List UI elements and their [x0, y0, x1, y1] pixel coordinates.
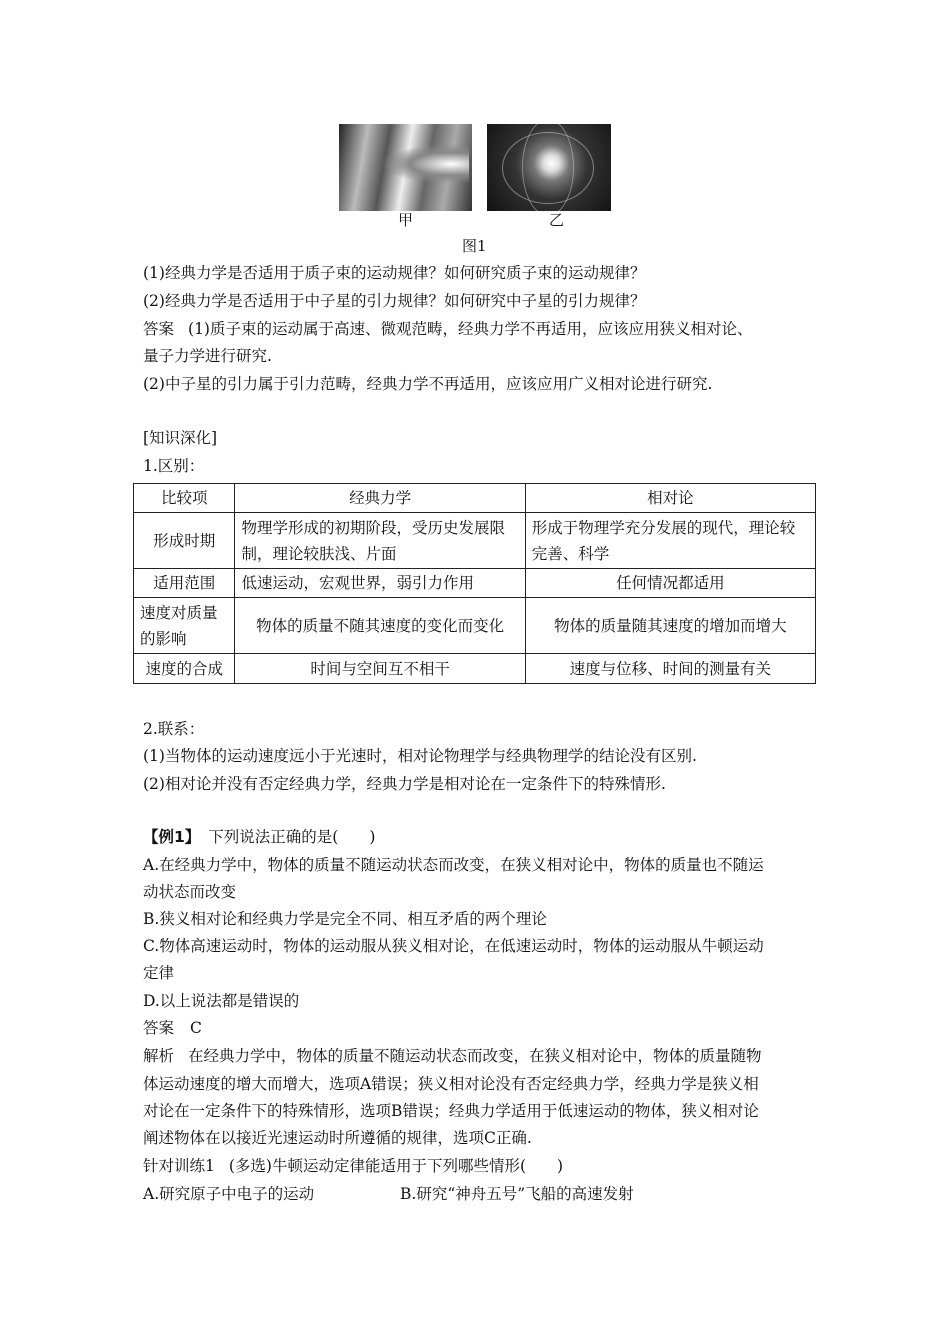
analysis-line-4: 阐述物体在以接近光速运动时所遵循的规律，选项C正确.: [143, 1129, 532, 1147]
analysis-text-1: 在经典力学中，物体的质量不随运动状态而改变，在狭义相对论中，物体的质量随物: [188, 1047, 762, 1065]
figure-left-label: 甲: [398, 211, 414, 229]
answer-line-1: [143, 316, 823, 342]
training-question-text: (多选)牛顿运动定律能适用于下列哪些情形( ): [228, 1157, 564, 1175]
table-cell-relativity: 速度与位移、时间的测量有关: [525, 654, 815, 684]
example-answer: [143, 1015, 823, 1041]
training-option-b: B.研究“神舟五号”飞船的高速发射: [400, 1185, 634, 1203]
link-point-1: (1)当物体的运动速度远小于光速时，相对论物理学与经典物理学的结论没有区别.: [143, 747, 697, 765]
answer-label: 答案: [143, 320, 175, 338]
option-d: D.以上说法都是错误的: [143, 992, 300, 1010]
example-question-text: 下列说法正确的是( ): [208, 828, 376, 846]
table-row: [134, 654, 816, 684]
option-a-line-2: 动状态而改变: [143, 883, 237, 901]
table-row: [134, 598, 816, 654]
table-cell-item: 速度的合成: [134, 654, 235, 684]
table-row: [134, 569, 816, 598]
table-cell-classical: 物理学形成的初期阶段，受历史发展限制，理论较肤浅、片面: [235, 513, 525, 569]
table-cell-classical: 物体的质量不随其速度的变化而变化: [235, 598, 525, 654]
table-cell-item: 形成时期: [134, 513, 235, 569]
question-1: (1)经典力学是否适用于质子束的运动规律？如何研究质子束的运动规律？: [143, 264, 646, 282]
table-cell-relativity: 形成于物理学充分发展的现代，理论较完善、科学: [525, 513, 815, 569]
table-cell-item: 速度对质量的影响: [134, 598, 235, 654]
training-options: [143, 1181, 823, 1207]
option-a-line-1: A.在经典力学中，物体的质量不随运动状态而改变，在狭义相对论中，物体的质量也不随运: [143, 856, 764, 874]
answer-line-3: (2)中子星的引力属于引力范畴，经典力学不再适用，应该应用广义相对论进行研究.: [143, 375, 713, 393]
comparison-table: [133, 483, 816, 684]
table-cell-classical: 时间与空间互不相干: [235, 654, 525, 684]
table-header-relativity: 相对论: [525, 484, 815, 513]
section-1-title: 1.区别：: [143, 457, 205, 475]
analysis-line-2: 体运动速度的增大而增大，选项A错误；狭义相对论没有否定经典力学，经典力学是狭义相: [143, 1075, 759, 1093]
table-cell-item: 适用范围: [134, 569, 235, 598]
training-question: [143, 1153, 823, 1179]
table-row: [134, 513, 816, 569]
link-point-2: (2)相对论并没有否定经典力学，经典力学是相对论在一定条件下的特殊情形.: [143, 775, 666, 793]
example-question: [143, 824, 823, 850]
example-answer-label: 答案: [143, 1019, 175, 1037]
training-label: 针对训练1: [143, 1157, 215, 1175]
option-c-line-2: 定律: [143, 964, 175, 982]
analysis-line-3: 对论在一定条件下的特殊情形，选项B错误；经典力学适用于低速运动的物体，狭义相对论: [143, 1102, 759, 1120]
answer-text-1: (1)质子束的运动属于高速、微观范畴，经典力学不再适用，应该应用狭义相对论、: [188, 320, 753, 338]
example-answer-value: C: [190, 1019, 202, 1037]
table-header-row: [134, 484, 816, 513]
analysis-line-1: [143, 1043, 823, 1069]
example-label: 【例1】: [143, 828, 201, 846]
analysis-label: 解析: [143, 1047, 175, 1065]
table-cell-relativity: 物体的质量随其速度的增加而增大: [525, 598, 815, 654]
option-b: B.狭义相对论和经典力学是完全不同、相互矛盾的两个理论: [143, 910, 547, 928]
figure-right-label: 乙: [549, 211, 565, 229]
table-cell-classical: 低速运动，宏观世界，弱引力作用: [235, 569, 525, 598]
answer-line-2: 量子力学进行研究.: [143, 347, 272, 365]
section-2-title: 2.联系：: [143, 720, 205, 738]
question-2: (2)经典力学是否适用于中子星的引力规律？如何研究中子星的引力规律？: [143, 292, 646, 310]
figure-neutron-star-image: [487, 124, 611, 211]
knowledge-heading: [知识深化]: [143, 429, 218, 447]
table-header-item: 比较项: [134, 484, 235, 513]
table-header-classical: 经典力学: [235, 484, 525, 513]
figure-caption: 图1: [462, 237, 487, 255]
training-option-a: A.研究原子中电子的运动: [143, 1185, 315, 1203]
figure-particle-accelerator-image: [339, 124, 472, 211]
table-cell-relativity: 任何情况都适用: [525, 569, 815, 598]
option-c-line-1: C.物体高速运动时，物体的运动服从狭义相对论，在低速运动时，物体的运动服从牛顿运动: [143, 937, 764, 955]
